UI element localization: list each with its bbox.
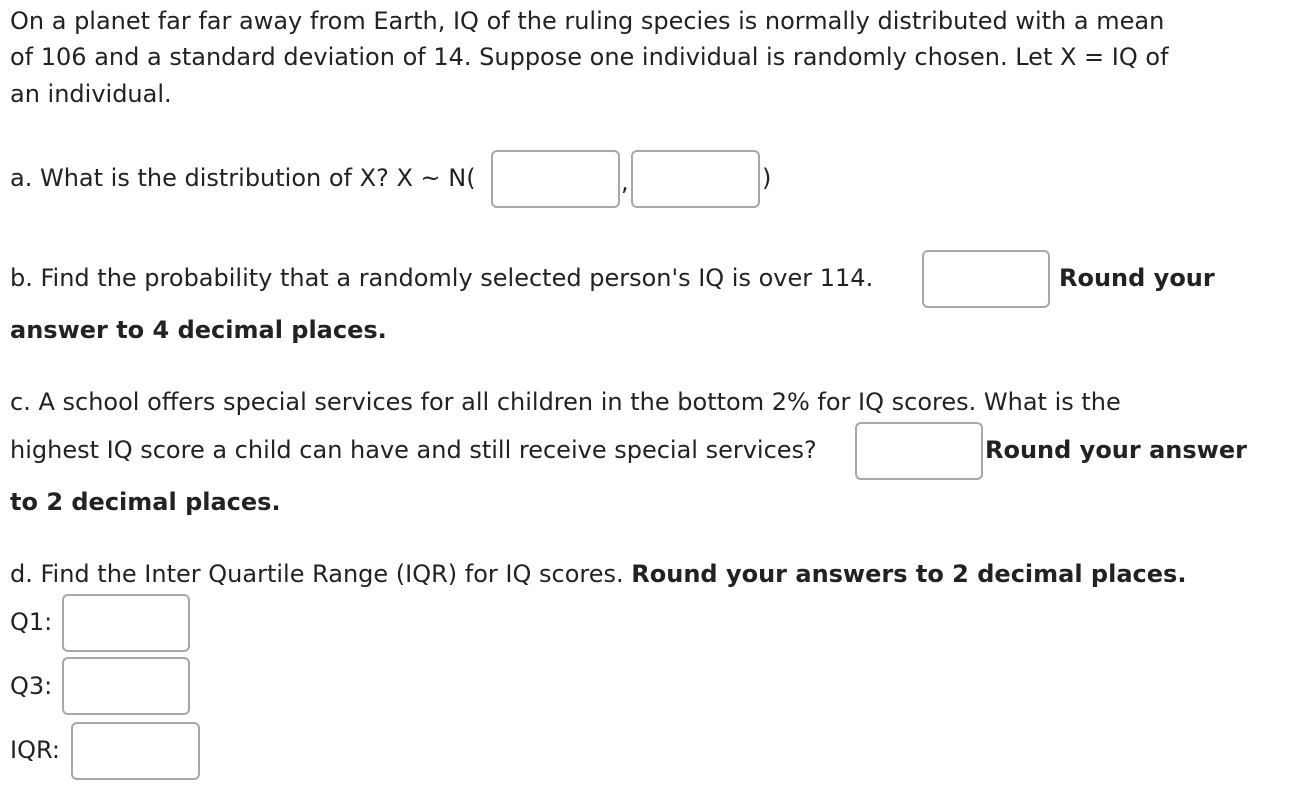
sd-input[interactable]: [631, 150, 760, 208]
intro-line-2: of 106 and a standard deviation of 14. Suppose one individual is randomly chosen. Let X = IQ of: [10, 43, 1169, 71]
q3-input[interactable]: [62, 657, 190, 715]
probability-input[interactable]: [922, 250, 1050, 308]
part-b-round-instruction-2: answer to 4 decimal places.: [10, 316, 387, 344]
q1-input[interactable]: [62, 594, 190, 652]
part-c-round-instruction-1: Round your answer: [985, 436, 1247, 464]
part-d-question-text: d. Find the Inter Quartile Range (IQR) for IQ scores.: [10, 560, 624, 588]
mean-input[interactable]: [491, 150, 620, 208]
part-c-round-instruction-2: to 2 decimal places.: [10, 488, 281, 516]
part-a-question: a. What is the distribution of X? X ~ N(: [10, 164, 476, 192]
part-d-question: [10, 556, 1186, 592]
part-c-question-2: highest IQ score a child can have and still receive special services?: [10, 436, 817, 464]
part-b-round-instruction-1: Round your: [1059, 264, 1215, 292]
part-c-question-1: c. A school offers special services for all children in the bottom 2% for IQ scores. What is the: [10, 388, 1121, 416]
intro-line-1: On a planet far far away from Earth, IQ of the ruling species is normally distributed with a mean: [10, 7, 1165, 35]
part-b-question: b. Find the probability that a randomly selected person's IQ is over 114.: [10, 264, 874, 292]
iq-cutoff-input[interactable]: [855, 422, 983, 480]
iqr-label: IQR:: [10, 736, 60, 764]
part-a-separator: ,: [621, 168, 629, 196]
part-a-close-paren: ): [762, 164, 772, 192]
q3-label: Q3:: [10, 672, 53, 700]
q1-label: Q1:: [10, 608, 53, 636]
iqr-input[interactable]: [71, 722, 200, 780]
intro-line-3: an individual.: [10, 80, 172, 108]
part-d-round-instruction: Round your answers to 2 decimal places.: [631, 560, 1187, 588]
